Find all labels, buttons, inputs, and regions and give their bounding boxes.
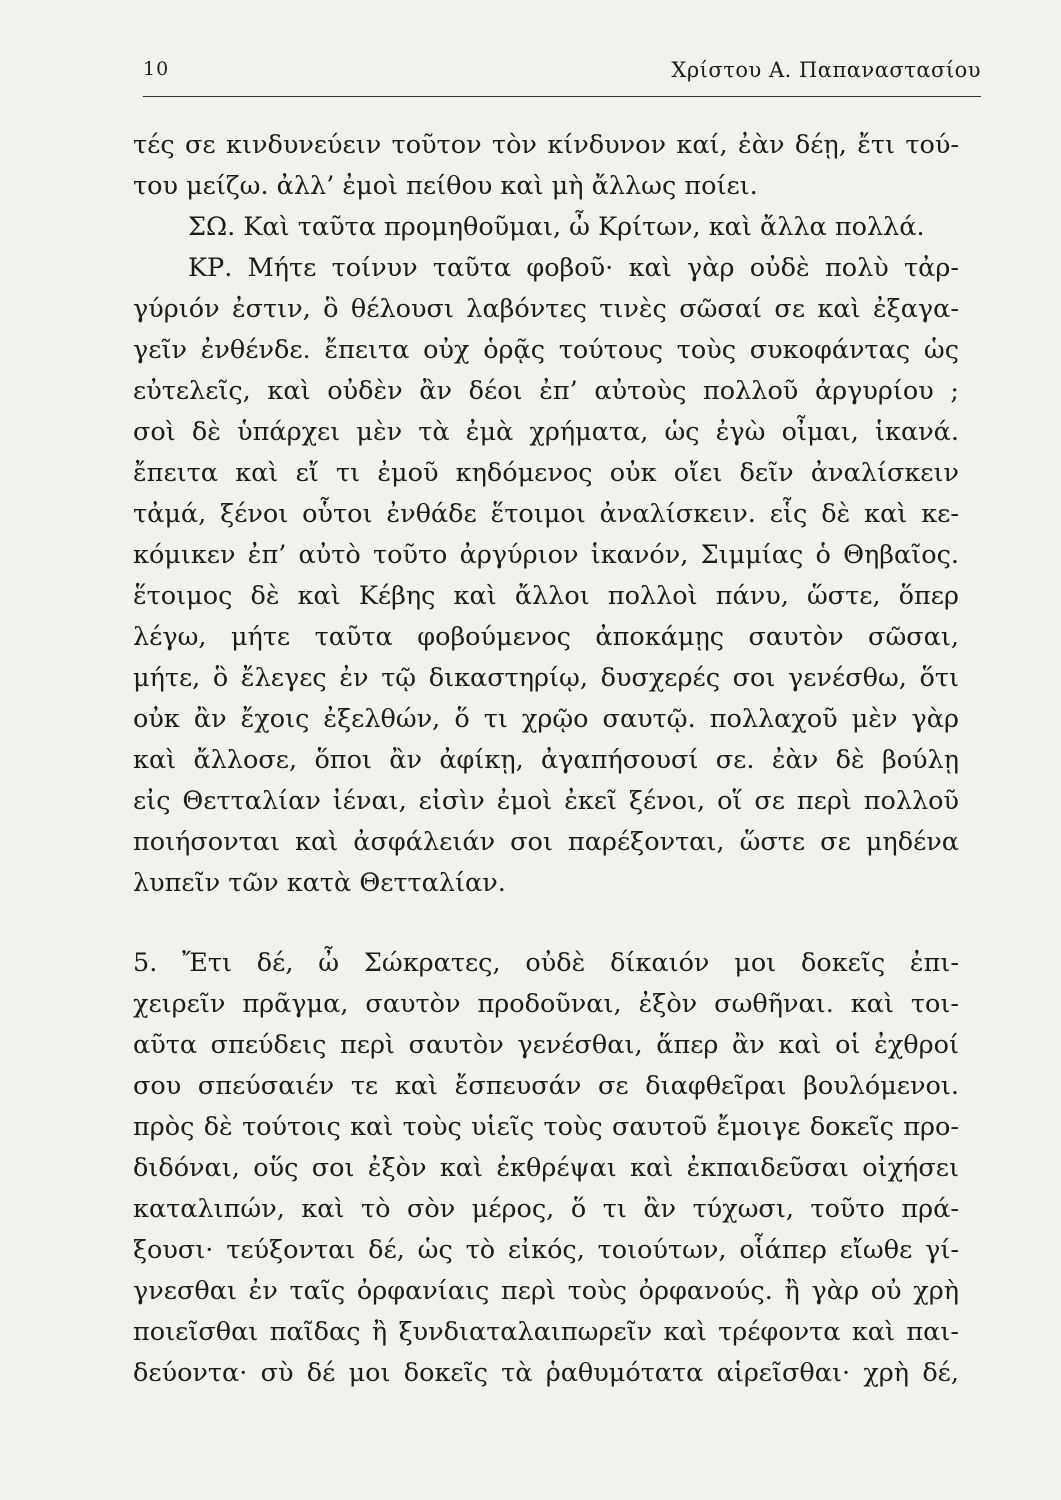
text-line: ἔπειτα καὶ εἴ τι ἐμοῦ κηδόμενος οὐκ οἴει δεῖν ἀναλίσκειν <box>133 458 959 488</box>
text-line: κόμικεν ἐπ’ αὐτὸ τοῦτο ἀργύριον ἱκανόν, Σιμμίας ὁ Θηβαῖος. <box>133 540 959 570</box>
text-line: ποιεῖσθαι παῖδας ἢ ξυνδιαταλαιπωρεῖν καὶ τρέφοντα καὶ παι- <box>133 1317 959 1347</box>
text-line: καταλιπών, καὶ τὸ σὸν μέρος, ὅ τι ἂν τύχωσι, τοῦτο πρά- <box>133 1194 959 1224</box>
text-line: οὐκ ἂν ἔχοις ἐξελθών, ὅ τι χρῷο σαυτῷ. πολλαχοῦ μὲν γὰρ <box>133 704 959 734</box>
text-line: γεῖν ἐνθένδε. ἔπειτα οὐχ ὁρᾷς τούτους τοὺς συκοφάντας ὡς <box>133 335 959 365</box>
text-line: πρὸς δὲ τούτοις καὶ τοὺς υἱεῖς τοὺς σαυτοῦ ἔμοιγε δοκεῖς προ- <box>133 1112 959 1142</box>
text-line: λέγω, μήτε ταῦτα φοβούμενος ἀποκάμῃς σαυτὸν σῶσαι, <box>133 622 959 652</box>
text-line: μήτε, ὃ ἔλεγες ἐν τῷ δικαστηρίῳ, δυσχερές σοι γενέσθω, ὅτι <box>133 663 959 693</box>
text-line: αῦτα σπεύδεις περὶ σαυτὸν γενέσθαι, ἅπερ ἂν καὶ οἱ ἐχθροί <box>133 1030 959 1060</box>
text-line: σοὶ δὲ ὑπάρχει μὲν τὰ ἐμὰ χρήματα, ὡς ἐγὼ οἶμαι, ἱκανά. <box>133 417 959 447</box>
text-line: εἰς Θετταλίαν ἰέναι, εἰσὶν ἐμοὶ ἐκεῖ ξένοι, οἵ σε περὶ πολλοῦ <box>133 786 959 816</box>
header-rule <box>143 96 981 97</box>
text-line: ΣΩ. Καὶ ταῦτα προμηθοῦμαι, ὦ Κρίτων, καὶ ἄλλα πολλά. <box>188 212 925 242</box>
text-line: χειρεῖν πρᾶγμα, σαυτὸν προδοῦναι, ἐξὸν σωθῆναι. καὶ τοι- <box>133 989 959 1019</box>
text-line: του μείζω. ἀλλ’ ἐμοὶ πείθου καὶ μὴ ἄλλως ποίει. <box>133 171 758 201</box>
text-line: ποιήσονται καὶ ἀσφάλειάν σοι παρέξονται, ὥστε σε μηδένα <box>133 827 959 857</box>
text-line: τές σε κινδυνεύειν τοῦτον τὸν κίνδυνον καί, ἐὰν δέῃ, ἔτι τού- <box>133 130 959 160</box>
text-line: λυπεῖν τῶν κατὰ Θετταλίαν. <box>133 868 506 898</box>
text-line: ΚΡ. Μήτε τοίνυν ταῦτα φοβοῦ· καὶ γὰρ οὐδὲ πολὺ τἀρ- <box>188 253 959 283</box>
page-number: 10 <box>143 58 170 80</box>
text-line: ἕτοιμος δὲ καὶ Κέβης καὶ ἄλλοι πολλοὶ πάνυ, ὥστε, ὅπερ <box>133 581 959 611</box>
text-line: εὐτελεῖς, καὶ οὐδὲν ἂν δέοι ἐπ’ αὐτοὺς πολλοῦ ἀργυρίου ; <box>133 376 959 406</box>
page-header <box>143 58 981 94</box>
paragraph <box>133 943 959 1394</box>
text-line: σου σπεύσαιέν τε καὶ ἔσπευσάν σε διαφθεῖραι βουλόμενοι. <box>133 1071 959 1101</box>
text-line: γύριόν ἐστιν, ὃ θέλουσι λαβόντες τινὲς σῶσαί σε καὶ ἐξαγα- <box>133 294 959 324</box>
text-line: 5. Ἔτι δέ, ὦ Σώκρατες, οὐδὲ δίκαιόν μοι δοκεῖς ἐπι- <box>133 948 959 978</box>
text-line: ξουσι· τεύξονται δέ, ὡς τὸ εἰκός, τοιούτων, οἷάπερ εἴωθε γί- <box>133 1235 959 1265</box>
text-line: δεύοντα· σὺ δέ μοι δοκεῖς τὰ ῥαθυμότατα αἱρεῖσθαι· χρὴ δέ, <box>133 1358 959 1388</box>
running-head: Χρίστου Α. Παπαναστασίου <box>671 58 981 82</box>
text-line: τἀμά, ξένοι οὗτοι ἐνθάδε ἕτοιμοι ἀναλίσκειν. εἷς δὲ καὶ κε- <box>133 499 959 529</box>
text-line: καὶ ἄλλοσε, ὅποι ἂν ἀφίκῃ, ἀγαπήσουσί σε. ἐὰν δὲ βούλῃ <box>133 745 959 775</box>
paragraph <box>133 125 959 904</box>
body-text <box>133 125 959 1394</box>
text-line: γνεσθαι ἐν ταῖς ὀρφανίαις περὶ τοὺς ὀρφανούς. ἢ γὰρ οὐ χρὴ <box>133 1276 959 1306</box>
text-line: διδόναι, οὕς σοι ἐξὸν καὶ ἐκθρέψαι καὶ ἐκπαιδεῦσαι οἰχήσει <box>133 1153 959 1183</box>
paragraph-gap <box>133 904 959 943</box>
